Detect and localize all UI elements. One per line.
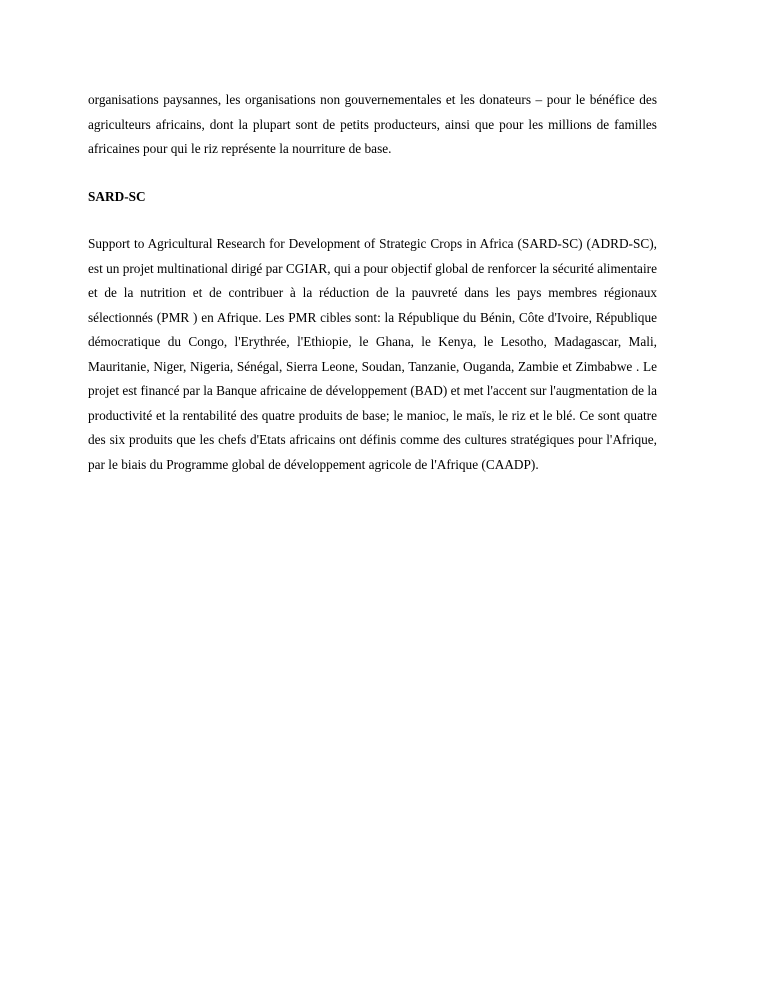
paragraph-sard-sc-description: Support to Agricultural Research for Development of Strategic Crops in Africa (SARD-SC) (ADRD-SC), est un projet multinational dirigé par CGIAR, qui a pour objectif global de renforcer la sécurité alimentaire et de la nutrition et de contribuer à la réduction de la pauvreté dans les pays membres régionaux sélectionnés (PMR ) en Afrique. Les PMR cibles sont: la République du Bénin, Côte d'Ivoire, République démocratique du Congo, l'Erythrée, l'Ethiopie, le Ghana, le Kenya, le Lesotho, Madagascar, Mali, Mauritanie, Niger, Nigeria, Sénégal, Sierra Leone, Soudan, Tanzanie, Ouganda, Zambie et Zimbabwe . Le projet est financé par la Banque africaine de développement (BAD) et met l'accent sur l'augmentation de la productivité et la rentabilité des quatre produits de base; le manioc, le maïs, le riz et le blé. Ce sont quatre des six produits que les chefs d'Etats africains ont définis comme des cultures stratégiques pour l'Afrique, par le biais du Programme global de développement agricole de l'Afrique (CAADP).	[88, 236, 657, 472]
section-heading-sard-sc: SARD-SC	[88, 188, 146, 204]
paragraph-intro: organisations paysannes, les organisations non gouvernementales et les donateurs – pour le bénéfice des agriculteurs africains, dont la plupart sont de petits producteurs, ainsi que pour les millions de familles africaines pour qui le riz représente la nourriture de base.	[88, 92, 657, 156]
page-content	[88, 88, 657, 477]
